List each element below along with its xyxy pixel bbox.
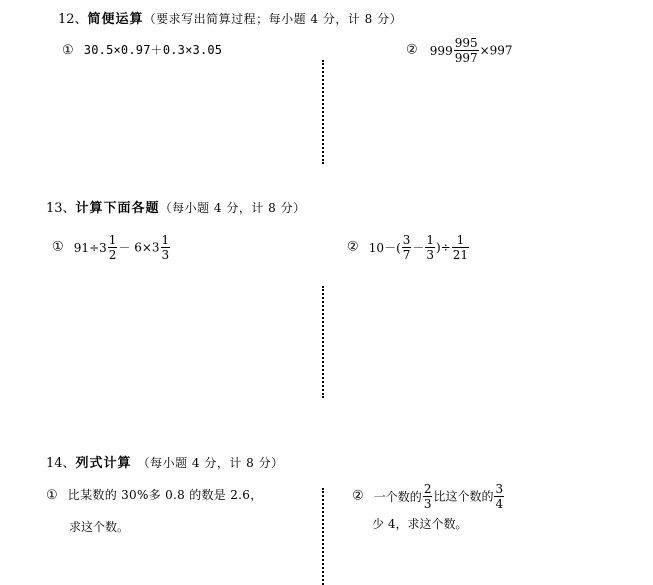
fraction-denominator: 2 xyxy=(108,248,117,262)
section-14-note: （每小题 4 分，计 8 分） xyxy=(137,456,284,470)
problem-13-2 xyxy=(347,233,470,262)
problem-13-1 xyxy=(52,233,171,262)
problem-12-2-tail: ×997 xyxy=(479,43,513,58)
fraction-denominator: 21 xyxy=(452,248,469,262)
problem-13-2-fraction-1 xyxy=(402,233,412,262)
fraction-numerator: 3 xyxy=(495,482,504,496)
section-13-title: 计算下面各题 xyxy=(75,201,160,216)
fraction-numerator: 1 xyxy=(161,233,170,247)
problem-14-2-marker: ② xyxy=(352,488,364,504)
problem-14-2-fraction-1 xyxy=(423,482,433,511)
problem-14-1-line-1: 比某数的 30%多 0.8 的数是 2.6， xyxy=(67,488,263,502)
problem-13-1-part-a: 91÷3 xyxy=(73,240,107,255)
fraction-numerator: 1 xyxy=(426,233,435,247)
problem-12-2 xyxy=(406,36,513,65)
problem-12-2-marker: ② xyxy=(406,42,418,58)
fraction-denominator: 7 xyxy=(402,248,411,262)
problem-13-1-fraction-1 xyxy=(108,233,118,262)
problem-12-2-whole: 999 xyxy=(429,43,453,58)
fraction-denominator: 3 xyxy=(426,248,435,262)
problem-12-1-expression: 30.5×0.97＋0.3×3.05 xyxy=(83,43,223,57)
problem-14-2-part-b: 比这个数的 xyxy=(433,489,494,504)
section-14-number: 14、 xyxy=(46,456,76,471)
fraction-denominator: 3 xyxy=(161,248,170,262)
section-13-heading xyxy=(46,200,306,217)
problem-13-2-close: )÷ xyxy=(436,240,451,255)
problem-13-1-part-b: － 6×3 xyxy=(118,240,160,255)
dotted-divider xyxy=(322,488,324,585)
fraction-denominator: 4 xyxy=(495,497,504,511)
problem-14-2 xyxy=(352,482,505,511)
dotted-divider xyxy=(322,60,324,164)
problem-13-2-marker: ② xyxy=(347,239,359,255)
section-12-title: 简便运算 xyxy=(87,12,144,27)
fraction-numerator: 2 xyxy=(423,482,432,496)
dotted-divider xyxy=(322,286,324,398)
fraction-numerator: 3 xyxy=(402,233,411,247)
problem-13-2-fraction-3 xyxy=(452,233,469,262)
section-13-number: 13、 xyxy=(46,201,76,216)
problem-14-1-line-2: 求这个数。 xyxy=(69,520,130,534)
problem-14-2-line-2: 少 4，求这个数。 xyxy=(372,517,468,531)
fraction-numerator: 1 xyxy=(452,233,469,248)
problem-13-1-marker: ① xyxy=(52,239,64,255)
problem-14-2-fraction-2 xyxy=(494,482,504,511)
problem-14-1 xyxy=(46,486,263,505)
section-14-heading xyxy=(46,455,284,472)
fraction-numerator: 995 xyxy=(454,36,478,50)
problem-12-2-fraction xyxy=(454,36,479,65)
problem-12-1-marker: ① xyxy=(62,43,74,58)
fraction-numerator: 1 xyxy=(108,233,117,247)
fraction-denominator: 997 xyxy=(454,51,478,65)
problem-13-1-fraction-2 xyxy=(161,233,171,262)
problem-13-2-fraction-2 xyxy=(425,233,435,262)
section-12-heading xyxy=(58,11,402,28)
problem-13-2-minus: － xyxy=(412,240,425,255)
problem-12-1 xyxy=(62,41,222,60)
fraction-denominator: 3 xyxy=(423,497,432,511)
problem-13-2-part-a: 10－( xyxy=(368,240,401,255)
problem-14-1-marker: ① xyxy=(46,488,58,503)
section-13-note: （每小题 4 分，计 8 分） xyxy=(159,201,306,215)
section-12-note: （要求写出简算过程；每小题 4 分，计 8 分） xyxy=(143,12,403,26)
problem-14-2-part-a: 一个数的 xyxy=(373,489,422,504)
section-12-number: 12、 xyxy=(58,12,88,27)
section-14-title: 列式计算 xyxy=(75,456,132,471)
